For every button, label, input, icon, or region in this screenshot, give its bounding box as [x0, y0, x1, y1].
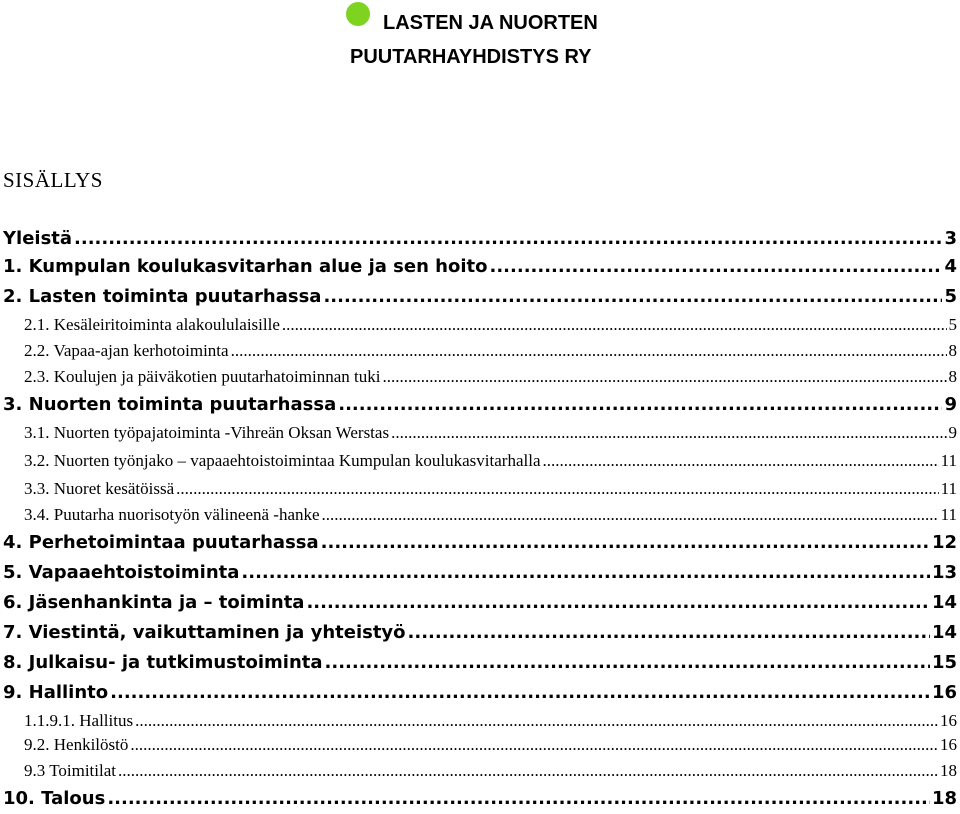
toc-entry[interactable]: [3, 784, 957, 814]
toc-dot-leader: [110, 678, 930, 708]
toc-entry[interactable]: [24, 476, 957, 502]
toc-entry-page: 16: [940, 735, 957, 754]
toc-dot-leader: [306, 588, 929, 618]
organization-title-line1: LASTEN JA NUORTEN: [383, 12, 598, 34]
toc-entry[interactable]: [24, 758, 957, 784]
toc-dot-leader: [325, 648, 930, 678]
toc-entry[interactable]: [24, 364, 957, 390]
toc-entry-title: 2. Lasten toiminta puutarhassa: [3, 286, 322, 307]
toc-entry-page: 18: [940, 761, 957, 780]
toc-dot-leader: [338, 390, 942, 420]
toc-entry-title: 9.2. Henkilöstö: [24, 735, 129, 754]
toc-entry-title: 2.1. Kesäleiritoiminta alakoululaisille: [24, 315, 280, 334]
toc-dot-leader: [282, 312, 947, 338]
toc-entry-title: 6. Jäsenhankinta ja – toiminta: [3, 592, 305, 613]
organization-title-line2: PUUTARHAYHDISTYS RY: [350, 46, 592, 68]
green-dot-logo-icon: [346, 2, 370, 26]
toc-entry-title: 3.4. Puutarha nuorisotyön välineenä -hanke: [24, 505, 320, 524]
toc-entry-page: 8: [948, 367, 957, 386]
toc-entry[interactable]: [3, 618, 957, 648]
toc-entry-page: 11: [940, 479, 957, 498]
toc-dot-leader: [118, 758, 938, 784]
toc-dot-leader: [408, 618, 930, 648]
toc-entry-page: 8: [948, 341, 957, 360]
toc-dot-leader: [107, 784, 930, 814]
toc-entry-page: 9: [948, 423, 957, 442]
toc-entry[interactable]: [24, 502, 957, 528]
toc-dot-leader: [135, 708, 938, 734]
toc-entry[interactable]: [3, 252, 957, 282]
toc-entry[interactable]: [3, 558, 957, 588]
toc-entry-title: 10. Talous: [3, 788, 106, 809]
toc-entry-title: 2.3. Koulujen ja päiväkotien puutarhatoiminnan tuki: [24, 367, 381, 386]
toc-entry-page: 5: [944, 286, 957, 307]
toc-entry-page: 13: [931, 562, 957, 583]
toc-entry-title: 1. Kumpulan koulukasvitarhan alue ja sen hoito: [3, 256, 488, 277]
toc-entry-title: 9.3 Toimitilat: [24, 761, 116, 780]
toc-entry[interactable]: [3, 528, 957, 558]
page-header: [0, 0, 960, 80]
toc-entry-title: 4. Perhetoimintaa puutarhassa: [3, 532, 319, 553]
toc-entry-page: 9: [944, 394, 957, 415]
toc-dot-leader: [323, 282, 942, 312]
toc-entry-page: 11: [940, 451, 957, 470]
toc-entry-title: 3.3. Nuoret kesätöissä: [24, 479, 175, 498]
toc-entry[interactable]: [3, 224, 957, 254]
toc-dot-leader: [231, 338, 947, 364]
toc-entry-title: 3.1. Nuorten työpajatoiminta -Vihreän Oksan Werstas: [24, 423, 390, 442]
toc-entry-page: 14: [931, 592, 957, 613]
toc-dot-leader: [176, 476, 938, 502]
toc-dot-leader: [74, 224, 942, 254]
toc-entry-page: 18: [931, 788, 957, 809]
toc-entry-title: Yleistä: [3, 228, 73, 249]
toc-entry-page: 11: [940, 505, 957, 524]
toc-dot-leader: [543, 448, 939, 474]
toc-entry-title: 8. Julkaisu- ja tutkimustoiminta: [3, 652, 323, 673]
toc-dot-leader: [391, 420, 946, 446]
toc-dot-leader: [321, 528, 930, 558]
toc-dot-leader: [241, 558, 930, 588]
toc-entry-page: 12: [931, 532, 957, 553]
toc-entry-page: 16: [940, 711, 957, 730]
toc-entry[interactable]: [24, 448, 957, 474]
toc-entry[interactable]: [24, 312, 957, 338]
toc-entry-title: 3.2. Nuorten työnjako – vapaaehtoistoimintaa Kumpulan koulukasvitarhalla: [24, 451, 541, 470]
toc-entry[interactable]: [3, 390, 957, 420]
contents-heading: SISÄLLYS: [3, 168, 103, 192]
toc-entry-page: 14: [931, 622, 957, 643]
toc-entry-title: 1.1.9.1. Hallitus: [24, 711, 134, 730]
toc-entry[interactable]: [24, 708, 957, 734]
toc-entry-page: 15: [931, 652, 957, 673]
toc-entry[interactable]: [3, 648, 957, 678]
toc-entry[interactable]: [3, 282, 957, 312]
toc-entry[interactable]: [3, 678, 957, 708]
toc-entry-page: 5: [948, 315, 957, 334]
toc-entry[interactable]: [24, 732, 957, 758]
toc-entry-title: 9. Hallinto: [3, 682, 109, 703]
toc-dot-leader: [322, 502, 939, 528]
toc-entry-page: 16: [931, 682, 957, 703]
toc-entry-title: 5. Vapaaehtoistoiminta: [3, 562, 240, 583]
toc-dot-leader: [490, 252, 943, 282]
toc-entry[interactable]: [24, 338, 957, 364]
toc-entry-title: 7. Viestintä, vaikuttaminen ja yhteistyö: [3, 622, 406, 643]
toc-entry-title: 2.2. Vapaa-ajan kerhotoiminta: [24, 341, 229, 360]
toc-entry-title: 3. Nuorten toiminta puutarhassa: [3, 394, 337, 415]
toc-dot-leader: [382, 364, 946, 390]
toc-entry[interactable]: [3, 588, 957, 618]
toc-dot-leader: [130, 732, 938, 758]
toc-entry-page: 4: [944, 256, 957, 277]
toc-entry-page: 3: [944, 228, 957, 249]
toc-entry[interactable]: [24, 420, 957, 446]
